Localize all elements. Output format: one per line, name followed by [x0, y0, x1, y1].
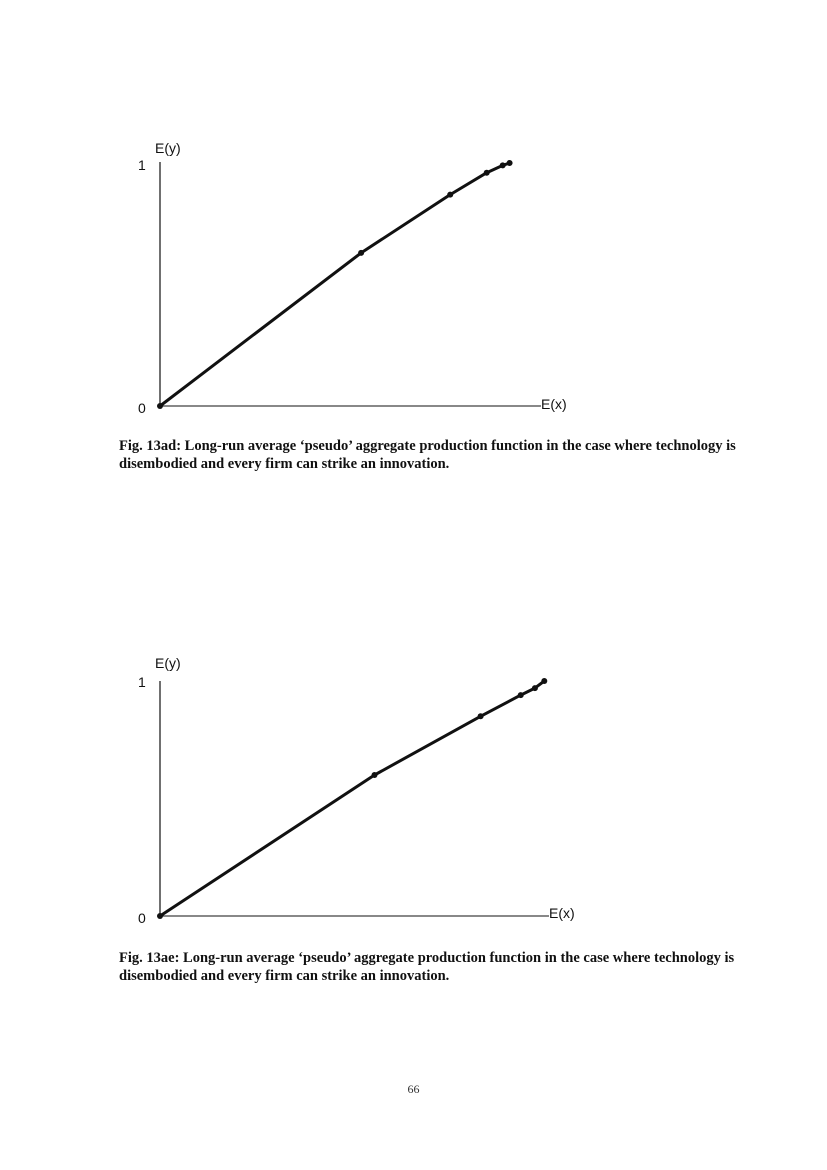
series-line	[160, 681, 544, 916]
y-tick-label-1: 1	[138, 674, 146, 690]
chart-13ad	[0, 130, 827, 430]
caption-text: Long-run average ‘pseudo’ aggregate production function in the case where technology is disembodied and every firm can strike an innovation.	[119, 438, 736, 472]
data-point	[507, 160, 513, 166]
series-line	[160, 163, 510, 406]
data-point	[484, 170, 490, 176]
figure-caption-13ad	[119, 437, 759, 473]
x-axis-label: E(x)	[541, 396, 567, 412]
y-tick-label-0: 0	[138, 910, 146, 926]
caption-label: Fig. 13ae:	[119, 950, 180, 966]
data-point	[541, 678, 547, 684]
data-point	[372, 772, 378, 778]
data-point	[500, 162, 506, 168]
data-point	[447, 192, 453, 198]
page-number: 66	[407, 1082, 420, 1096]
data-point	[518, 692, 524, 698]
data-point	[532, 685, 538, 691]
caption-text: Long-run average ‘pseudo’ aggregate production function in the case where technology is disembodied and every firm can strike an innovation.	[119, 950, 735, 984]
series-layer	[157, 678, 547, 919]
data-point	[478, 713, 484, 719]
x-axis-label: E(x)	[549, 905, 575, 921]
y-axis-label: E(y)	[155, 655, 181, 671]
figure-caption-13ae	[119, 949, 759, 985]
data-point	[157, 403, 163, 409]
y-tick-label-0: 0	[138, 400, 146, 416]
y-axis-label: E(y)	[155, 140, 181, 156]
data-point	[358, 250, 364, 256]
caption-label: Fig. 13ad:	[119, 438, 182, 454]
series-layer	[157, 160, 513, 409]
data-point	[157, 913, 163, 919]
chart-13ae	[0, 645, 827, 945]
y-tick-label-1: 1	[138, 157, 146, 173]
